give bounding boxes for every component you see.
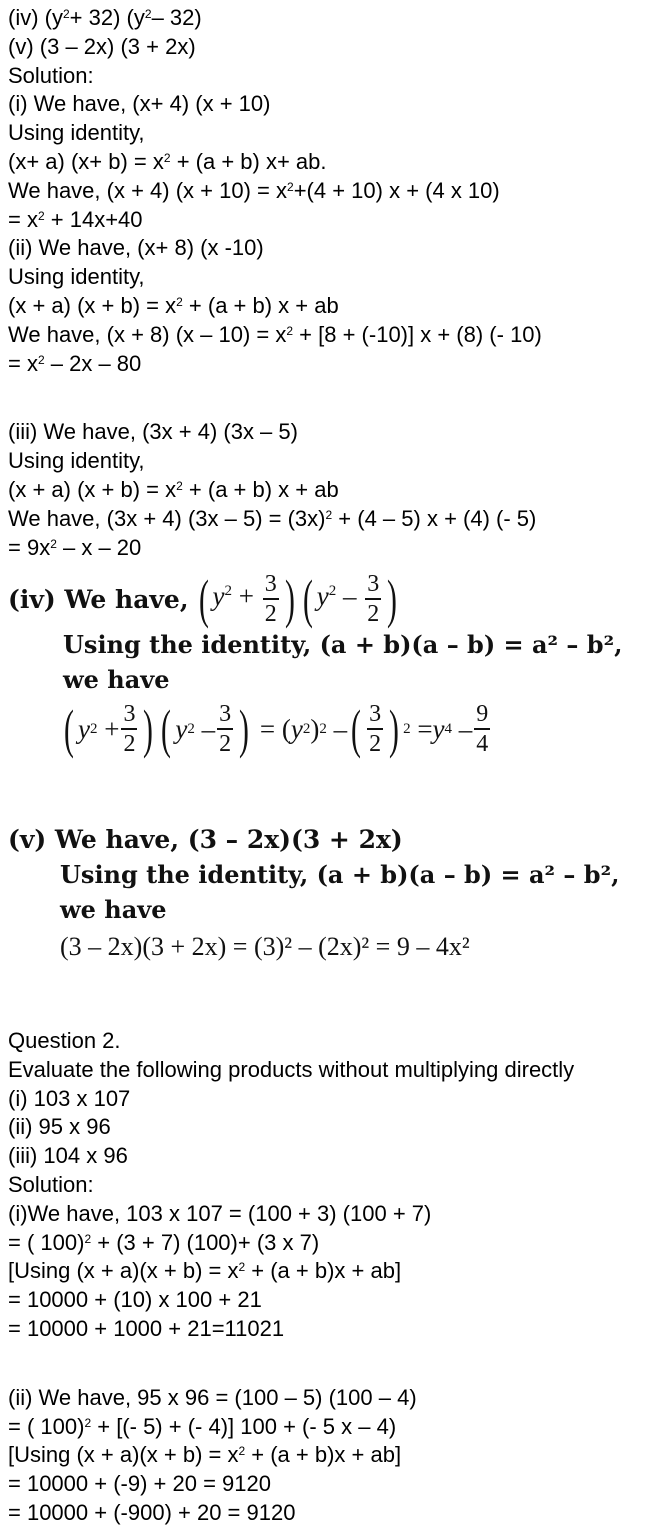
question-part: (ii) 95 x 96 bbox=[8, 1114, 111, 1140]
question-part: (i) 103 x 107 bbox=[8, 1085, 131, 1111]
text-line: (i)We have, 103 x 107 = (100 + 3) (100 + 7) bbox=[8, 1200, 432, 1226]
text-line: We have, (x + 8) $(x - 10) = x^2 + [8 + (-10)] x + (8)$ (- 10) bbox=[8, 321, 542, 347]
text-line: (i) We have, (x+ 4) (x + 10) bbox=[8, 91, 271, 117]
question-title: Question 2. bbox=[8, 1028, 121, 1053]
text-line: Using identity, bbox=[8, 448, 145, 474]
identity-line: (x + a) $(x + b) = x^2 + (a + b) x$ + ab bbox=[8, 292, 339, 318]
text-line: We have, (x + 4) $(x + 10) = x^2+(4 + 10) x + (4$ x 10) bbox=[8, 177, 500, 203]
solution-heading: Solution: bbox=[8, 62, 94, 88]
text-line: = ( 100)$^2$ + [(- 5) + (- 4)] 100 + (- 5 x – 4) bbox=[8, 1413, 397, 1439]
identity-line: (x + a) $(x + b) = x^2 + (a + b) x$ + ab bbox=[8, 476, 339, 502]
text-line: = 10000 + (10) x 100 + 21 bbox=[8, 1287, 262, 1313]
identity-line: [Using $(x + a)(x + b) = x^2 + (a + b)x + ab$] bbox=[8, 1442, 402, 1468]
text-line: = ( 100)$^2$ + (3 + 7) (100)+ (3 x 7) bbox=[8, 1229, 320, 1255]
identity-line: (x+ a) $(x+ b) = x^2 + (a + b)$ x+ ab. bbox=[8, 148, 327, 174]
text-line: Using identity, bbox=[8, 264, 145, 290]
text-line: We have, (3x + 4) $(3x - 5) = (3x)^2 + (4 - 5) x + (4)$ (- 5) bbox=[8, 505, 537, 531]
result-line: = $x^2 - 2x - 80$ bbox=[8, 350, 142, 376]
text-line: (iv) $(y^2+ 32)$ ($y^2-$ 32) bbox=[8, 5, 202, 30]
scan-v-equation: (3 – 2x)(3 + 2x) = (3)² – (2x)² = 9 – 4x² bbox=[60, 932, 470, 961]
scan-iv-heading: (iv) We have, ( $y^2$ + $\frac{3}{2}$ ) ( $y^2$ – $\frac{3}{2}$ ) bbox=[8, 569, 398, 629]
question-prompt: Evaluate the following products without multiplying directly bbox=[8, 1056, 575, 1082]
result-line: = 10000 + (-900) + 20 = 9120 bbox=[8, 1499, 296, 1525]
question-2 bbox=[8, 1027, 658, 1528]
text-line: Using identity, bbox=[8, 120, 145, 146]
text-line: (iii) We have, (3x + 4) (3x – 5) bbox=[8, 419, 298, 445]
document bbox=[8, 4, 658, 562]
text-line: = 10000 + (-9) + 20 = 9120 bbox=[8, 1471, 271, 1497]
scanned-solution-iv bbox=[8, 569, 658, 759]
scan-iv-we-have: we have bbox=[63, 665, 170, 694]
scan-iv-equation: ( y 2 + $\frac{3}{2}$ ) ( y 2 – $\frac{3}{2}$ ) = ( y 2 ) 2 – ( $\frac{3}{2}$ ) 2 = y 4 – $\frac{9}{4}$ bbox=[64, 699, 489, 759]
solution-heading: Solution: bbox=[8, 1171, 94, 1197]
text-line: (v) (3 – 2x) (3 + 2x) bbox=[8, 33, 196, 59]
scan-v-heading: (v) We have, (3 – 2x)(3 + 2x) bbox=[8, 825, 403, 854]
text-line: (ii) We have, 95 x 96 = (100 – 5) (100 – 4) bbox=[8, 1384, 417, 1410]
result-line: = $x^2 + 14x+40$ bbox=[8, 206, 143, 232]
text-line: (ii) We have, (x+ 8) (x -10) bbox=[8, 235, 264, 261]
result-line: = 10000 + 1000 + 21=11021 bbox=[8, 1315, 285, 1341]
scan-v-identity: Using the identity, (a + b)(a – b) = a² – b², bbox=[60, 860, 620, 889]
scanned-solution-v bbox=[8, 825, 658, 962]
scan-iv-identity: Using the identity, (a + b)(a – b) = a² – b², bbox=[63, 630, 623, 659]
scan-v-we-have: we have bbox=[60, 895, 167, 924]
question-part: (iii) 104 x 96 bbox=[8, 1143, 128, 1169]
identity-line: [Using $(x + a)(x + b) = x^2 + (a + b)x + ab$] bbox=[8, 1258, 402, 1284]
result-line: = $9x^2$ – x – 20 bbox=[8, 534, 142, 560]
